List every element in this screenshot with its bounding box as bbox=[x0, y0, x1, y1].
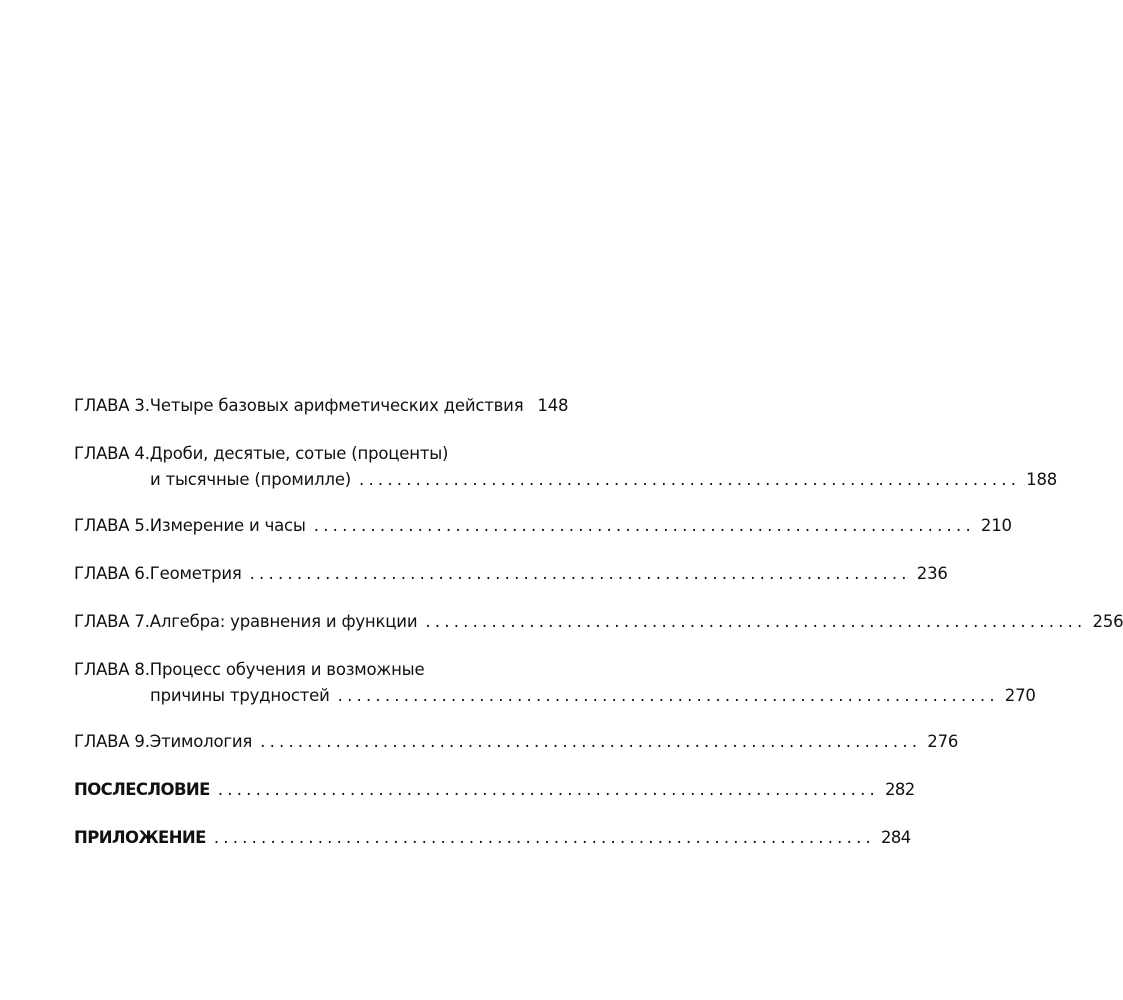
chapter-label: ГЛАВА 4. bbox=[74, 444, 150, 463]
page-number: 236 bbox=[916, 564, 948, 583]
chapter-title-line-1: Дроби, десятые, сотые (проценты) bbox=[149, 444, 449, 463]
toc-entry-chapter-7[interactable] bbox=[74, 612, 1123, 660]
chapter-title-line-2: причины трудностей bbox=[150, 686, 330, 705]
page-number: 188 bbox=[1026, 470, 1058, 489]
dot-leader: ...................................................................... bbox=[359, 470, 1021, 489]
chapter-title: Алгебра: уравнения и функции bbox=[149, 612, 418, 631]
chapter-title: Четыре базовых арифметических действия bbox=[149, 396, 524, 415]
page-number: 256 bbox=[1092, 612, 1123, 631]
toc-entry-chapter-8[interactable] bbox=[74, 660, 1036, 732]
section-title: ПОСЛЕСЛОВИЕ bbox=[74, 780, 210, 799]
chapter-title: Геометрия bbox=[149, 564, 242, 583]
dot-leader: ...................................................................... bbox=[213, 828, 875, 847]
chapter-label: ГЛАВА 7. bbox=[74, 612, 150, 631]
chapter-title-line-1: Процесс обучения и возможные bbox=[149, 660, 425, 679]
chapter-title-line-2: и тысячные (промилле) bbox=[150, 470, 352, 489]
toc-entry-chapter-5[interactable] bbox=[74, 516, 1012, 564]
dot-leader: ...................................................................... bbox=[425, 612, 1087, 631]
page-number: 210 bbox=[980, 516, 1012, 535]
chapter-title: Этимология bbox=[149, 732, 253, 751]
chapter-label: ГЛАВА 5. bbox=[74, 516, 150, 535]
dot-leader: ...................................................................... bbox=[313, 516, 975, 535]
toc-entry-chapter-6[interactable] bbox=[74, 564, 948, 612]
chapter-label: ГЛАВА 6. bbox=[74, 564, 150, 583]
page-number: 282 bbox=[884, 780, 915, 799]
chapter-label: ГЛАВА 8. bbox=[74, 660, 150, 679]
section-title: ПРИЛОЖЕНИЕ bbox=[74, 828, 206, 847]
toc-entry-chapter-3[interactable] bbox=[74, 396, 569, 444]
chapter-label: ГЛАВА 9. bbox=[74, 732, 150, 751]
page-number: 148 bbox=[537, 396, 569, 415]
dot-leader: ...................................................................... bbox=[217, 780, 879, 799]
toc-entry-afterword[interactable] bbox=[74, 780, 915, 828]
toc-entry-appendix[interactable] bbox=[74, 828, 911, 876]
toc-entry-chapter-9[interactable] bbox=[74, 732, 959, 780]
dot-leader: ...................................................................... bbox=[249, 564, 911, 583]
page-number: 284 bbox=[880, 828, 911, 847]
page-number: 270 bbox=[1004, 686, 1036, 705]
page-number: 276 bbox=[927, 732, 959, 751]
chapter-label: ГЛАВА 3. bbox=[74, 396, 150, 415]
table-of-contents bbox=[74, 396, 1123, 876]
dot-leader: ...................................................................... bbox=[337, 686, 999, 705]
dot-leader: ...................................................................... bbox=[260, 732, 922, 751]
chapter-title: Измерение и часы bbox=[149, 516, 306, 535]
toc-entry-chapter-4[interactable] bbox=[74, 444, 1058, 516]
